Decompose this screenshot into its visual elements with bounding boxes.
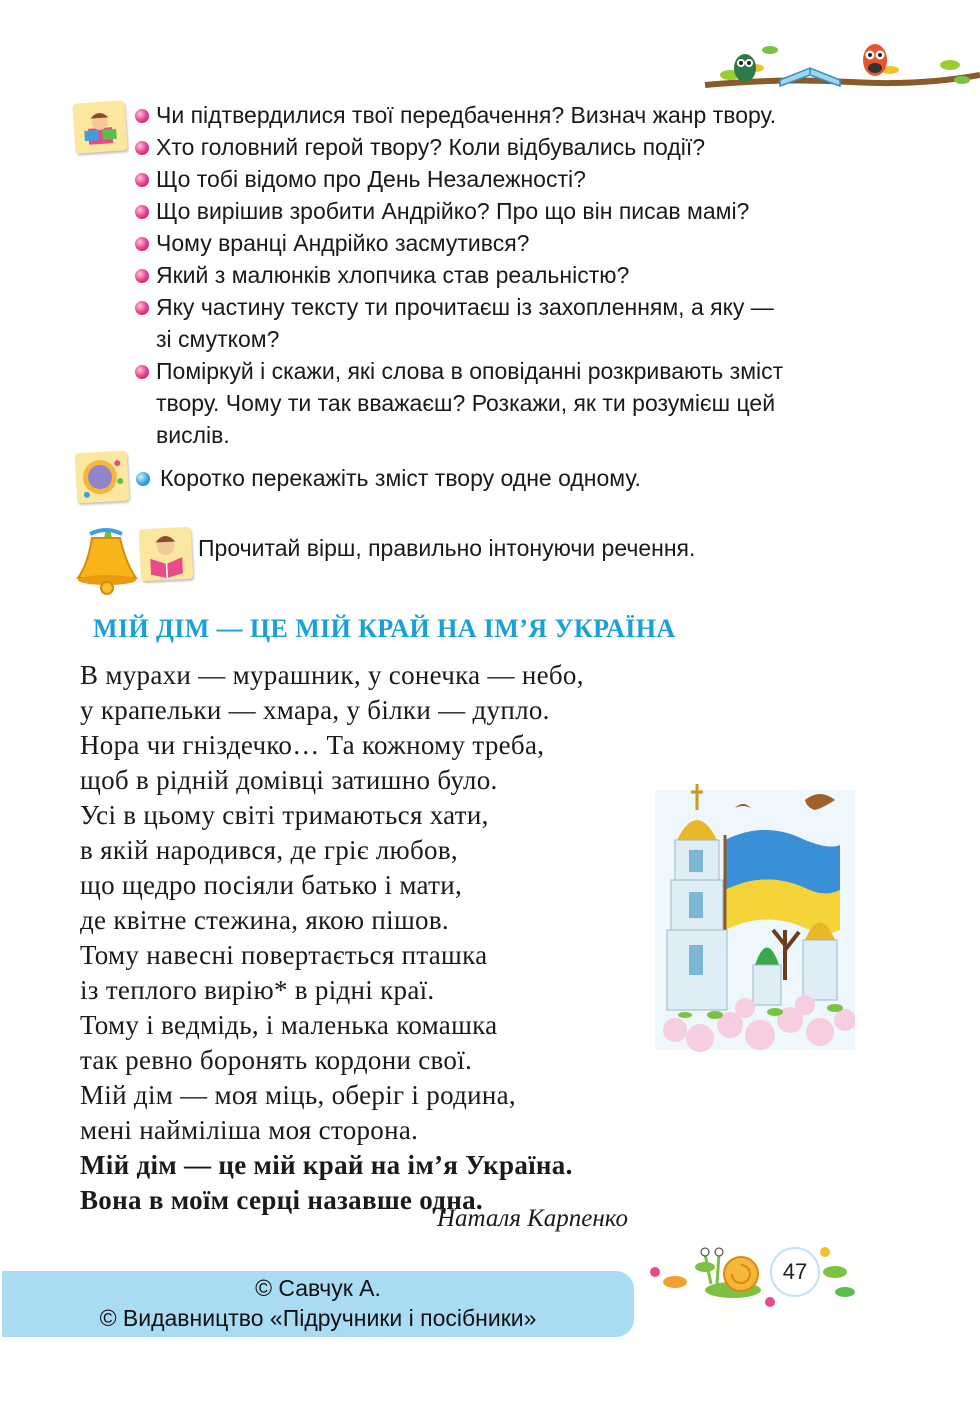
bullet-icon (135, 173, 149, 187)
poem-line: щоб в рідній домівці затишно було. (80, 765, 498, 795)
poem-line: Тому і ведмідь, і маленька комашка (80, 1010, 498, 1040)
poem-line: Тому навесні повертається пташка (80, 940, 488, 970)
question-1: Чи підтвердилися твої передбачення? Визнач жанр твору. (156, 102, 777, 128)
poem-line: Мій дім — моя міць, оберіг і родина, (80, 1080, 516, 1110)
poem-line: що щедро посіяли батько і мати, (80, 870, 463, 900)
pair-work-sticker-icon (75, 451, 130, 504)
poem-line: Нора чи гніздечко… Та кожному треба, (80, 730, 545, 760)
question-6: Який з малюнків хлопчика став реальністю? (156, 262, 630, 288)
question-8: Поміркуй і скажи, які слова в оповіданні розкривають зміст (156, 358, 784, 384)
pair-task-text: Коротко перекажіть зміст твору одне одному. (160, 465, 641, 491)
reading-book-sticker-icon (139, 527, 194, 582)
branch-with-owls-book-icon (700, 30, 980, 100)
snail-flowers-decoration-icon (645, 1232, 860, 1312)
poem-line-bold: Мій дім — це мій край на ім’я Україна. (80, 1150, 573, 1180)
bullet-icon (135, 269, 149, 283)
poem-line: де квітне стежина, якою пішов. (80, 905, 449, 935)
read-task-text: Прочитай вірш, правильно інтонуючи речення. (198, 535, 696, 561)
page-number: 47 (782, 1259, 808, 1284)
question-7: Яку частину тексту ти прочитаєш із захопленням, а яку — (156, 294, 774, 320)
bell-icon (76, 524, 140, 596)
bullet-icon (135, 237, 149, 251)
credit-publisher: © Видавництво «Підручники і посібники» (99, 1305, 537, 1331)
poem-line: В мурахи — мурашник, у сонечка — небо, (80, 660, 584, 690)
bullet-icon (135, 109, 149, 123)
question-2: Хто головний герой твору? Коли відбувались події? (156, 134, 706, 160)
bullet-icon (135, 301, 149, 315)
cathedral-flag-illustration-icon (655, 780, 855, 1060)
bullet-icon (136, 472, 150, 486)
bullet-icon (135, 141, 149, 155)
poem-line: так ревно боронять кордони свої. (80, 1045, 473, 1075)
poem-line: із теплого вирію* в рідні краї. (80, 975, 435, 1005)
bullet-icon (135, 205, 149, 219)
poem-author: Наталя Карпенко (437, 1205, 629, 1232)
question-8-continued: твору. Чому ти так вважаєш? Розкажи, як ти розумієш цей (156, 390, 776, 416)
poem-title: МІЙ ДІМ — ЦЕ МІЙ КРАЙ НА ІМ’Я УКРАЇНА (93, 614, 676, 643)
question-8-continued: вислів. (156, 422, 230, 448)
credits-box (2, 1271, 634, 1337)
reading-child-sticker-icon (72, 100, 127, 154)
poem-line: в якій народився, де гріє любов, (80, 835, 458, 865)
credit-author: © Савчук А. (255, 1275, 381, 1301)
question-5: Чому вранці Андрійко засмутився? (156, 230, 530, 256)
question-4: Що вирішив зробити Андрійко? Про що він писав мамі? (156, 198, 750, 224)
bullet-icon (135, 365, 149, 379)
poem-line: у крапельки — хмара, у білки — дупло. (80, 695, 550, 725)
poem-line: мені найміліша моя сторона. (80, 1115, 419, 1145)
poem-line-bold: Вона в моїм серці назавше одна. (80, 1185, 483, 1215)
question-7-continued: зі смутком? (156, 326, 280, 352)
poem-line: Усі в цьому світі тримаються хати, (80, 800, 489, 830)
question-3: Що тобі відомо про День Незалежності? (156, 166, 586, 192)
